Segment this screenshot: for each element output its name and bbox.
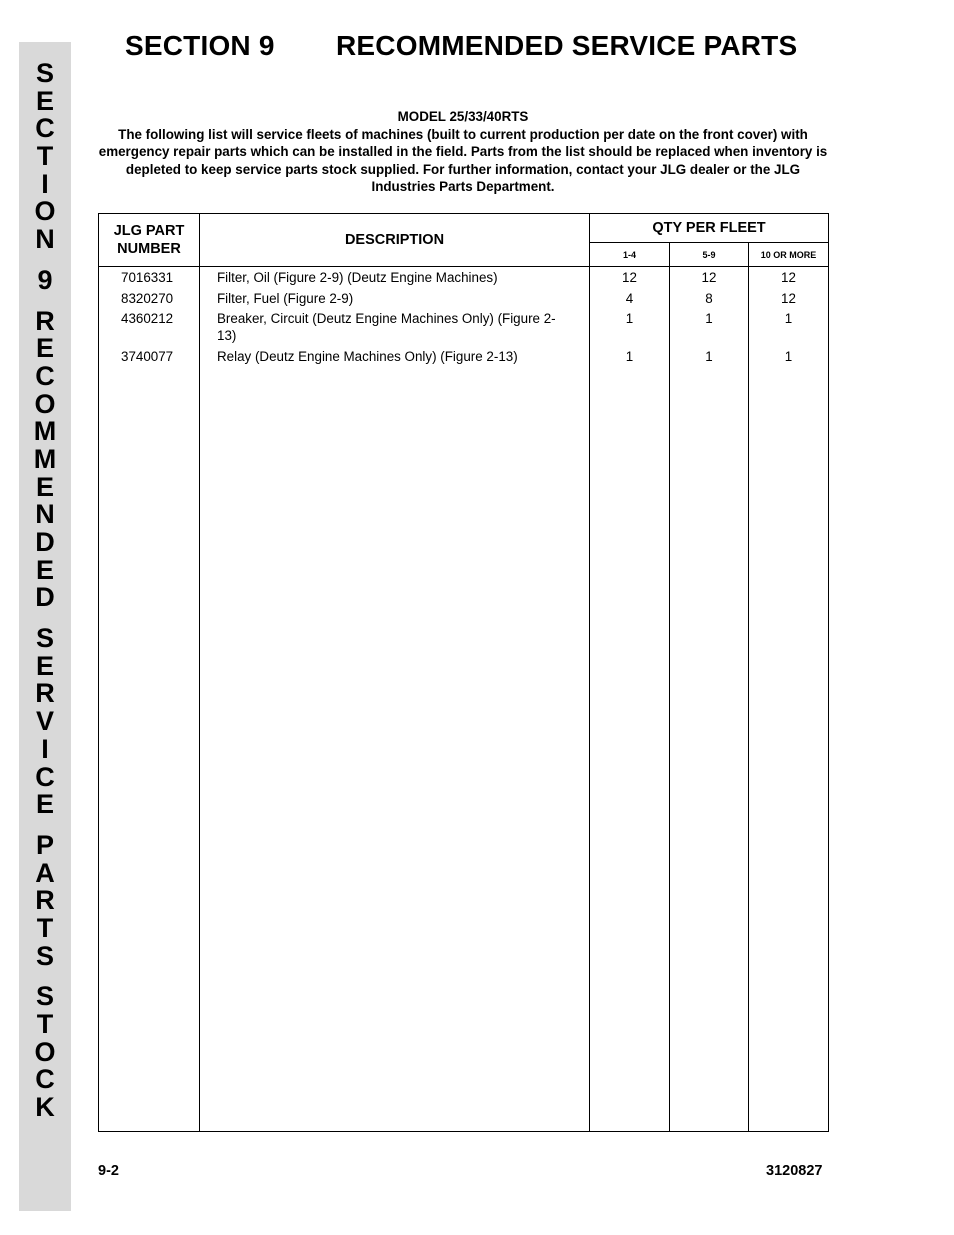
side-tab-letter: E <box>35 650 54 681</box>
side-tab-letter: P <box>35 829 54 860</box>
side-tab-letter: M <box>33 416 57 447</box>
side-tab-letter: T <box>36 141 54 172</box>
side-tab-letter: S <box>35 623 54 654</box>
intro-block <box>98 108 828 196</box>
description-cell: Breaker, Circuit (Deutz Engine Machines Only) (Figure 2-13) <box>217 311 556 343</box>
qty-10-or-more-cell: 12 <box>781 270 796 285</box>
side-tab <box>19 42 71 1211</box>
part-number-cell: 4360212 <box>121 311 174 326</box>
side-tab-letter: T <box>36 912 54 943</box>
part-number-cell: 7016331 <box>121 270 174 285</box>
header-qty-1-4: 1-4 <box>590 243 670 267</box>
document-number: 3120827 <box>766 1163 823 1179</box>
side-tab-letter: A <box>35 857 55 888</box>
qty-5-9-cell: 1 <box>705 311 713 326</box>
qty-1-4-cell: 1 <box>625 311 634 326</box>
part-number-cell: 3740077 <box>121 348 174 364</box>
side-tab-letter: I <box>41 168 49 199</box>
side-tab-letter: T <box>36 1009 54 1039</box>
model-heading: MODEL 25/33/40RTS <box>397 109 529 124</box>
side-tab-letter: C <box>35 360 55 391</box>
header-qty-per-fleet: QTY PER FLEET <box>590 214 829 243</box>
qty-10-or-more-column <box>749 267 829 1132</box>
side-tab-letter: D <box>35 582 55 613</box>
description-cell: Relay (Deutz Engine Machines Only) (Figure 2-13) <box>217 348 518 364</box>
side-tab-letter: V <box>35 706 54 737</box>
side-tab-letter: N <box>35 224 55 255</box>
qty-1-4-cell: 12 <box>622 270 637 285</box>
side-tab-letter: R <box>35 678 55 709</box>
table-body-row <box>99 267 829 1132</box>
side-tab-letter: E <box>35 554 54 585</box>
side-tab-letter: O <box>34 388 56 419</box>
side-tab-letter: C <box>35 113 55 144</box>
side-tab-letter: E <box>35 471 54 502</box>
description-cell: Filter, Oil (Figure 2-9) (Deutz Engine Machines) <box>217 270 498 285</box>
part-number-column <box>99 267 200 1132</box>
qty-5-9-cell: 1 <box>705 348 713 364</box>
qty-1-4-cell: 4 <box>625 290 634 306</box>
part-number-cell: 8320270 <box>121 290 174 306</box>
qty-5-9-cell: 8 <box>705 290 713 306</box>
side-tab-letter: E <box>35 789 54 820</box>
qty-10-or-more-cell: 1 <box>784 348 793 364</box>
section-number: SECTION 9 <box>125 30 275 61</box>
header-description: DESCRIPTION <box>200 214 590 267</box>
side-tab-letter: C <box>35 761 55 792</box>
side-tab-letter: C <box>35 1064 55 1095</box>
side-tab-letter: S <box>35 940 54 971</box>
qty-10-or-more-cell: 12 <box>781 290 796 306</box>
side-tab-letter: S <box>35 58 54 88</box>
side-tab-letter: M <box>33 443 57 474</box>
side-tab-letter: D <box>35 527 55 557</box>
side-tab-letter: K <box>35 1092 55 1123</box>
side-tab-text <box>19 60 71 1122</box>
header-part-number: JLG PART NUMBER <box>99 214 200 267</box>
qty-5-9-column <box>670 267 749 1132</box>
qty-5-9-cell: 12 <box>701 270 717 285</box>
side-tab-letter: O <box>34 1036 56 1067</box>
side-tab-letter: N <box>35 499 55 530</box>
service-parts-table <box>98 213 829 1132</box>
qty-1-4-cell: 1 <box>625 348 634 364</box>
side-tab-letter: S <box>35 981 54 1012</box>
side-tab-letter: R <box>35 885 55 916</box>
side-tab-letter: 9 <box>37 264 53 295</box>
section-title: RECOMMENDED SERVICE PARTS <box>336 30 798 61</box>
side-tab-letter: O <box>34 196 56 227</box>
header-qty-10-or-more: 10 OR MORE <box>749 243 829 267</box>
description-cell: Filter, Fuel (Figure 2-9) <box>217 290 354 306</box>
qty-1-4-column <box>590 267 670 1132</box>
page-number: 9-2 <box>98 1163 119 1179</box>
side-tab-letter: R <box>35 305 55 336</box>
qty-10-or-more-cell: 1 <box>784 311 793 326</box>
side-tab-letter: E <box>35 333 54 364</box>
side-tab-letter: E <box>35 85 54 116</box>
intro-text: The following list will service fleets of machines (built to current production per date on the front cover) with emergency repair parts which can be installed in the field. Parts from the list should be replaced when inventory is depleted to keep service parts stock supplied. For further information, contact your JLG dealer or the JLG Industries Parts Department. <box>98 126 828 195</box>
header-qty-5-9: 5-9 <box>670 243 749 267</box>
page-title <box>125 30 797 62</box>
side-tab-letter: I <box>41 733 49 764</box>
description-column <box>200 267 590 1132</box>
